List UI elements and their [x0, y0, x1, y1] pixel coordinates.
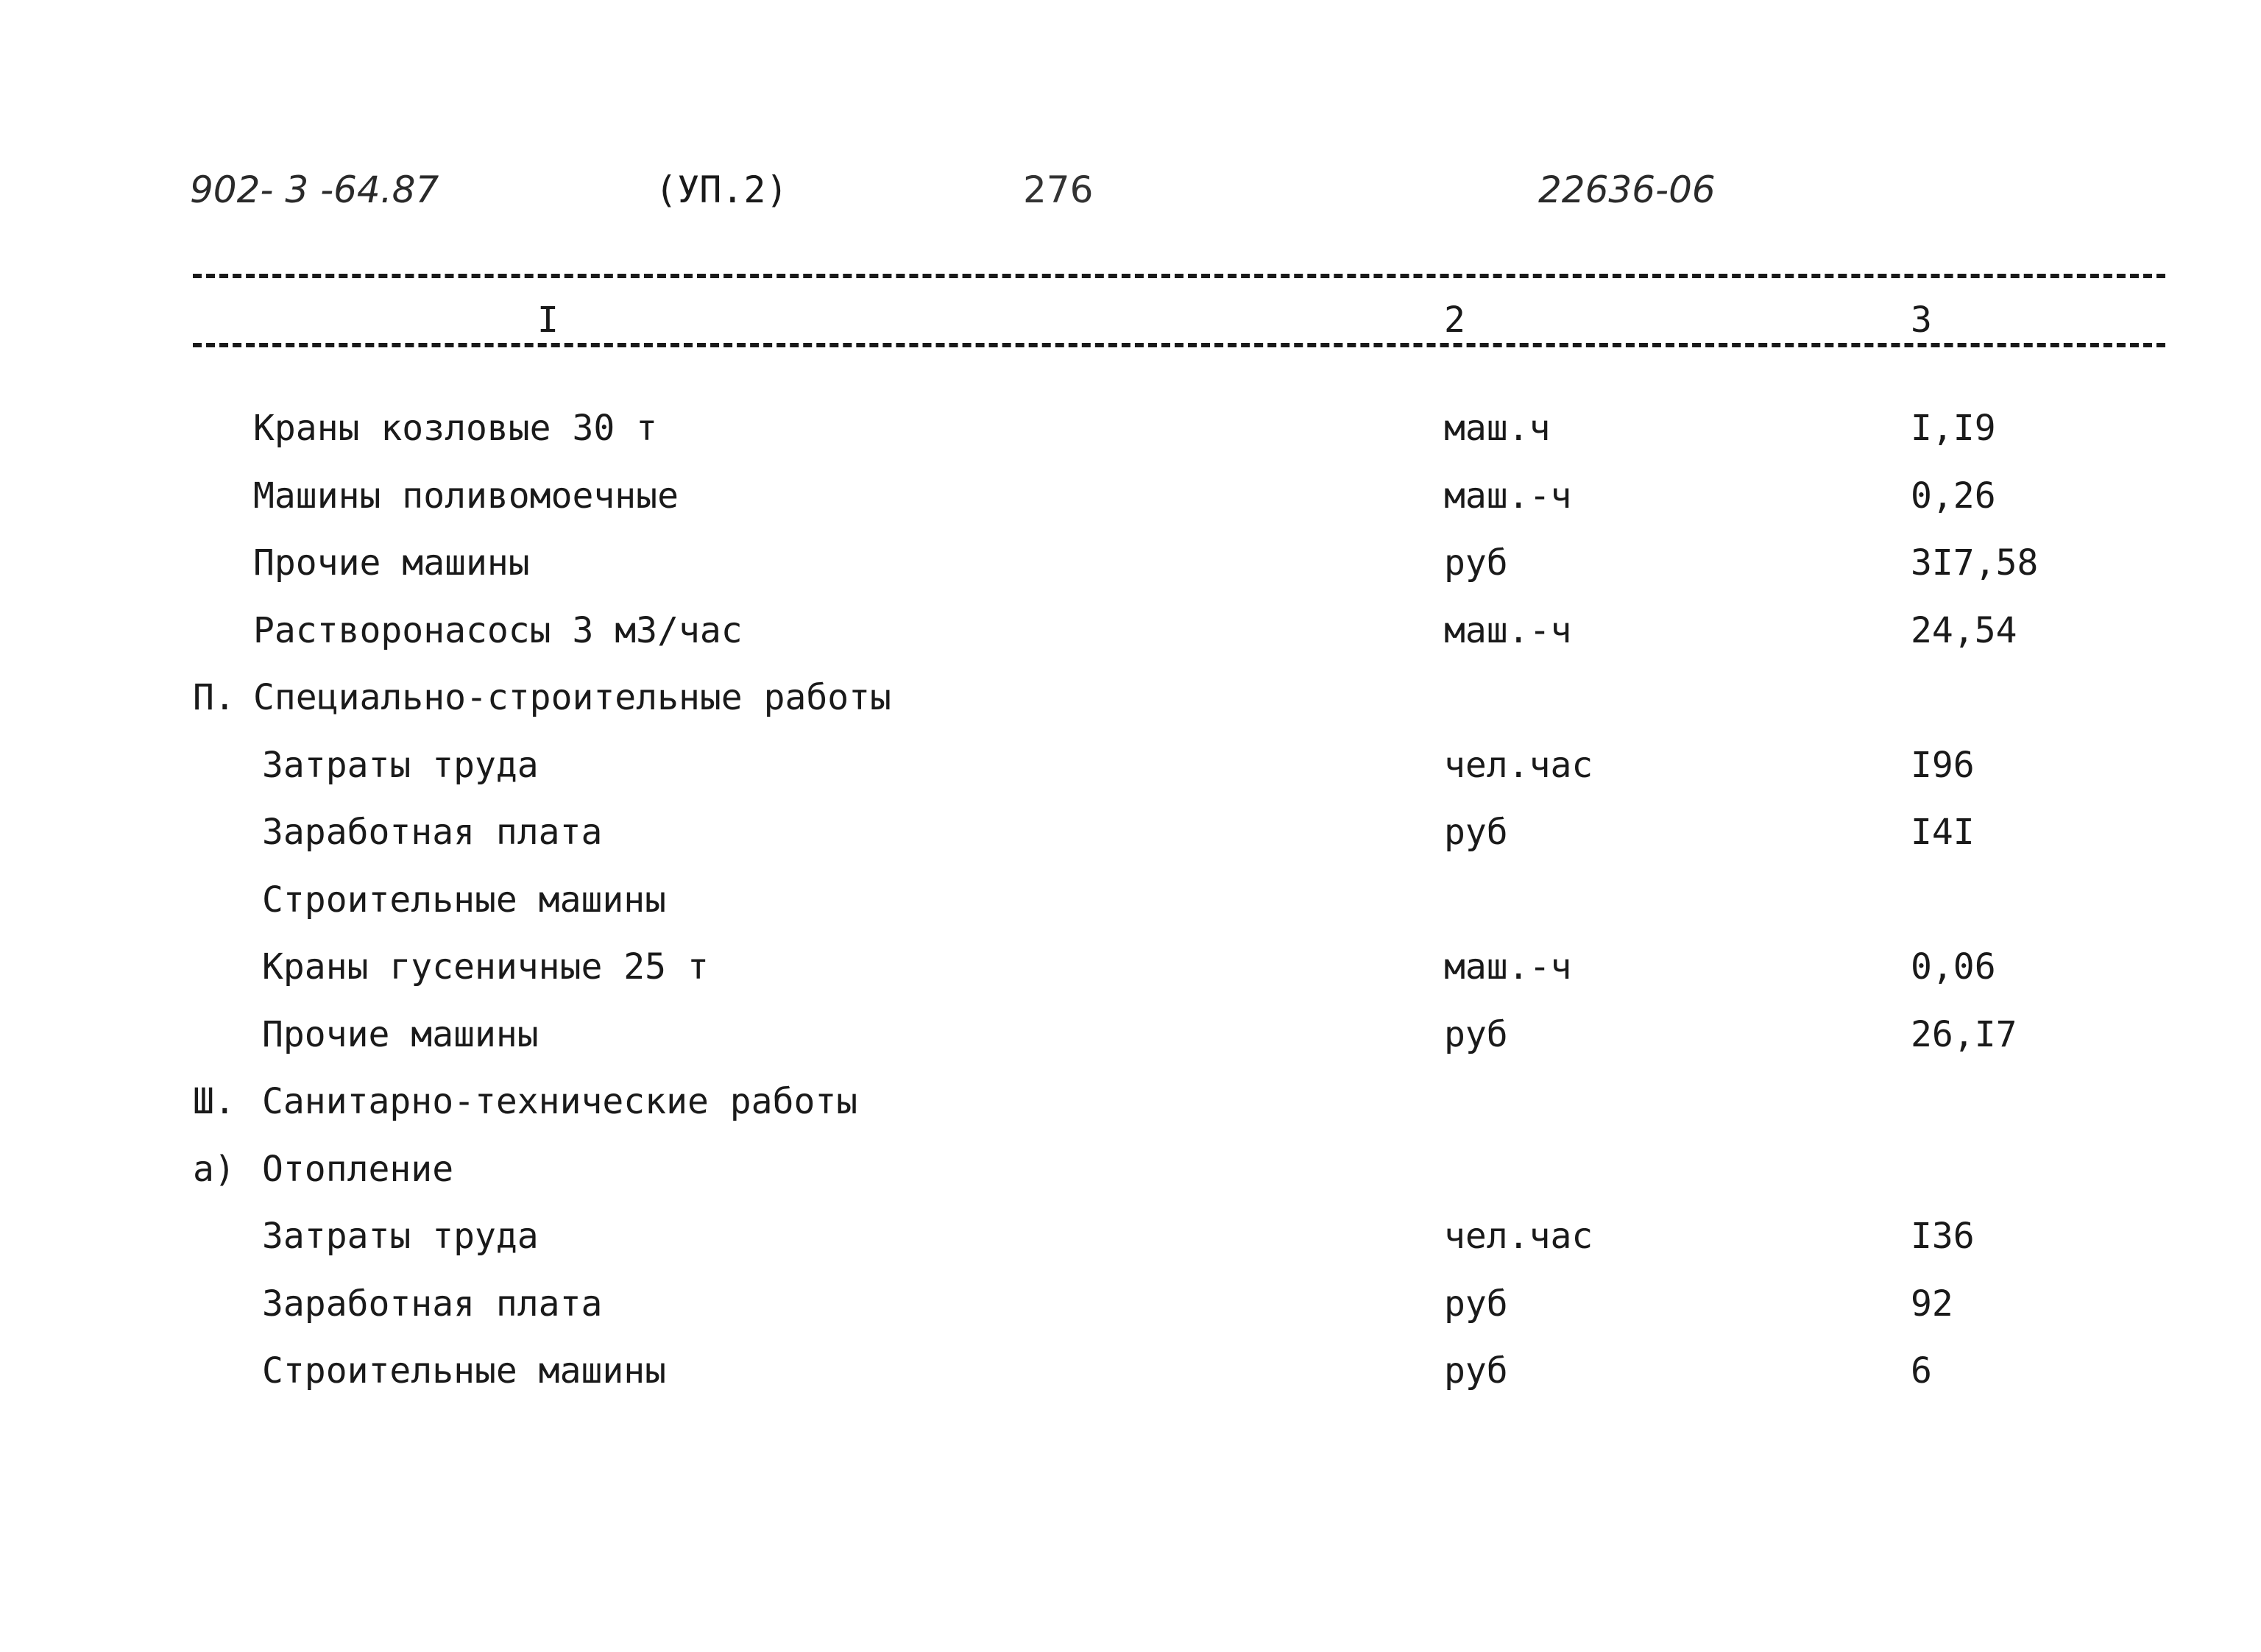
row-marker: П. [193, 677, 236, 718]
table-row [0, 609, 2261, 676]
table-row [0, 1349, 2261, 1417]
column-header-2: 2 [1441, 300, 1468, 340]
table-row [0, 1147, 2261, 1215]
table-row [0, 1282, 2261, 1350]
row-name: Машины поливомоечные [253, 475, 679, 517]
row-value: I36 [1911, 1216, 1975, 1257]
table-header-rule [193, 343, 2165, 347]
row-value: 3I7,58 [1911, 542, 2039, 584]
row-value: 92 [1911, 1283, 1953, 1325]
row-value: 26,I7 [1911, 1013, 2017, 1055]
table-row [0, 406, 2261, 474]
project-number: 22636-06 [1538, 169, 1716, 211]
row-unit: руб [1444, 812, 1508, 853]
column-header-3: 3 [1908, 300, 1935, 340]
document-code: 902- 3 -64.87 [190, 169, 439, 211]
row-name: Отопление [262, 1148, 454, 1190]
row-value: I96 [1911, 744, 1975, 786]
row-unit: маш.-ч [1444, 475, 1572, 517]
row-name: Строительные машины [262, 1350, 667, 1392]
row-unit: чел.час [1444, 1216, 1593, 1257]
row-name: Краны гусеничные 25 т [262, 946, 709, 988]
row-unit: руб [1444, 542, 1508, 584]
row-name: Прочие машины [253, 542, 530, 584]
table-row [0, 743, 2261, 811]
row-value: 6 [1911, 1350, 1932, 1392]
row-value: I4I [1911, 812, 1975, 853]
row-value: I,I9 [1911, 408, 1996, 449]
table-row [0, 541, 2261, 609]
table-row [0, 945, 2261, 1013]
row-value: 24,54 [1911, 609, 2017, 651]
table-top-rule [193, 274, 2165, 278]
table-body [0, 406, 2261, 1417]
row-unit: маш.-ч [1444, 609, 1572, 651]
row-unit: руб [1444, 1350, 1508, 1392]
row-unit: маш.-ч [1444, 946, 1572, 988]
row-name: Заработная плата [262, 1283, 603, 1325]
table-row [0, 1214, 2261, 1282]
row-unit: руб [1444, 1013, 1508, 1055]
row-name: Заработная плата [262, 812, 603, 853]
row-name: Краны козловые 30 т [253, 408, 658, 449]
table-row [0, 474, 2261, 542]
row-value: 0,06 [1911, 946, 1996, 988]
row-name: Строительные машины [262, 879, 667, 921]
row-name: Затраты труда [262, 1216, 539, 1257]
row-marker: Ш. [193, 1081, 236, 1122]
row-marker: а) [193, 1148, 236, 1190]
table-row [0, 1080, 2261, 1147]
row-unit: маш.ч [1444, 408, 1551, 449]
row-name: Прочие машины [262, 1013, 539, 1055]
table-row [0, 878, 2261, 946]
document-part: (УП.2) [655, 169, 788, 211]
row-value: 0,26 [1911, 475, 1996, 517]
row-name: Специально-строительные работы [253, 677, 891, 718]
row-name: Санитарно-технические работы [262, 1081, 858, 1122]
page-number: 276 [1023, 169, 1094, 211]
row-name: Растворонасосы 3 м3/час [253, 609, 743, 651]
row-unit: чел.час [1444, 744, 1593, 786]
row-name: Затраты труда [262, 744, 539, 786]
table-row [0, 810, 2261, 878]
table-row [0, 676, 2261, 743]
row-unit: руб [1444, 1283, 1508, 1325]
column-header-1: I [534, 300, 562, 340]
table-row [0, 1013, 2261, 1080]
